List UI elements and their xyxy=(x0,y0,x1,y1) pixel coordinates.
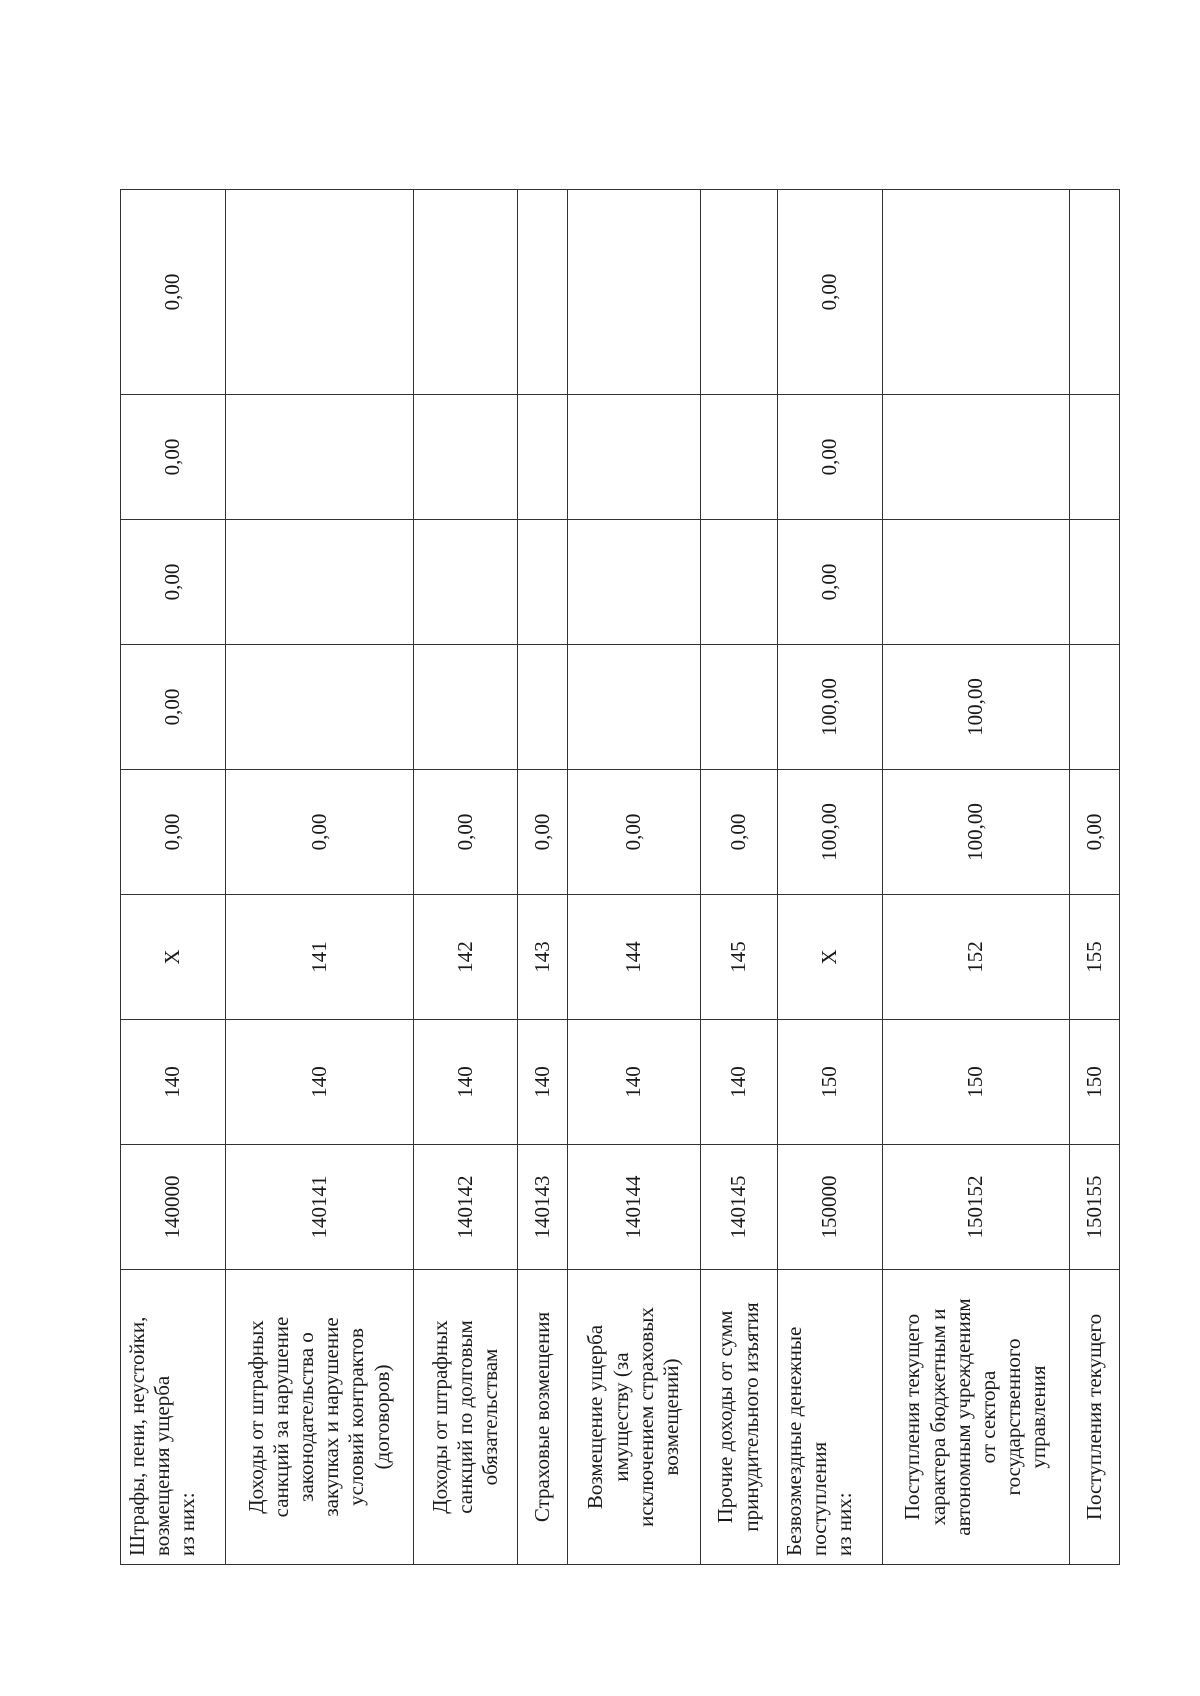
row-code-cell: 140142 xyxy=(413,1145,518,1270)
table-row xyxy=(777,190,882,1565)
row-name-line: поступления xyxy=(806,1441,831,1556)
table-row xyxy=(225,190,413,1565)
row-name-line: закупках и нарушение xyxy=(319,1317,344,1517)
table-row xyxy=(882,190,1070,1565)
table-row xyxy=(1070,190,1120,1565)
kosgu-code-cell: 140 xyxy=(225,1020,413,1145)
row-code-cell: 140145 xyxy=(700,1145,777,1270)
row-name-cell xyxy=(700,1270,777,1565)
row-name-cell xyxy=(777,1270,882,1565)
kosgu-code-cell: 150 xyxy=(882,1020,1070,1145)
row-name-line: Доходы от штрафных xyxy=(427,1320,452,1514)
value-cell-1: 0,00 xyxy=(413,770,518,895)
value-cell-1: 0,00 xyxy=(518,770,568,895)
table-row xyxy=(700,190,777,1565)
value-cell-5: 0,00 xyxy=(777,190,882,395)
kosgu-code-cell: 150 xyxy=(777,1020,882,1145)
value-cell-2: 0,00 xyxy=(121,645,226,770)
value-cell-1: 0,00 xyxy=(225,770,413,895)
row-code-cell: 140143 xyxy=(518,1145,568,1270)
sub-code-cell: 142 xyxy=(413,895,518,1020)
kosgu-code-cell: 140 xyxy=(413,1020,518,1145)
row-name-line: из них: xyxy=(832,1492,857,1556)
row-name-line: из них: xyxy=(175,1492,200,1556)
value-cell-2 xyxy=(518,645,568,770)
value-cell-2 xyxy=(225,645,413,770)
value-cell-2: 100,00 xyxy=(882,645,1070,770)
sub-code-cell: 143 xyxy=(518,895,568,1020)
value-cell-3 xyxy=(700,520,777,645)
row-name-line: (договоров) xyxy=(369,1364,394,1470)
row-code-cell: 140141 xyxy=(225,1145,413,1270)
value-cell-5 xyxy=(700,190,777,395)
value-cell-4 xyxy=(413,395,518,520)
value-cell-4 xyxy=(568,395,700,520)
value-cell-5 xyxy=(225,190,413,395)
value-cell-5 xyxy=(568,190,700,395)
value-cell-3: 0,00 xyxy=(121,520,226,645)
table-row xyxy=(568,190,700,1565)
sub-code-cell: X xyxy=(777,895,882,1020)
row-name-line: имуществу (за xyxy=(608,1352,633,1482)
value-cell-4 xyxy=(225,395,413,520)
row-name-line: характера бюджетным и xyxy=(925,1308,950,1526)
value-cell-3 xyxy=(1070,520,1120,645)
value-cell-4 xyxy=(700,395,777,520)
row-name-line: управления xyxy=(1026,1365,1051,1469)
value-cell-2 xyxy=(700,645,777,770)
row-name-line: Безвозмездные денежные xyxy=(781,1326,806,1556)
value-cell-3 xyxy=(568,520,700,645)
value-cell-4: 0,00 xyxy=(777,395,882,520)
value-cell-4 xyxy=(882,395,1070,520)
row-name-line: Страховые возмещения xyxy=(530,1311,555,1523)
row-name-line: санкций за нарушение xyxy=(268,1316,293,1518)
row-code-cell: 150155 xyxy=(1070,1145,1120,1270)
table-row xyxy=(121,190,226,1565)
value-cell-4: 0,00 xyxy=(121,395,226,520)
value-cell-3 xyxy=(882,520,1070,645)
value-cell-3 xyxy=(225,520,413,645)
table-row xyxy=(413,190,518,1565)
sub-code-cell: 145 xyxy=(700,895,777,1020)
row-code-cell: 150152 xyxy=(882,1145,1070,1270)
kosgu-code-cell: 140 xyxy=(121,1020,226,1145)
row-name-cell xyxy=(568,1270,700,1565)
row-name-cell xyxy=(413,1270,518,1565)
value-cell-5 xyxy=(1070,190,1120,395)
row-name-line: санкций по долговым xyxy=(452,1320,477,1514)
row-name-line: Штрафы, пени, неустойки, xyxy=(125,1316,149,1556)
value-cell-1: 0,00 xyxy=(568,770,700,895)
kosgu-code-cell: 140 xyxy=(568,1020,700,1145)
row-code-cell: 140144 xyxy=(568,1145,700,1270)
row-name-cell xyxy=(1070,1270,1120,1565)
row-name-line: Поступления текущего xyxy=(900,1313,925,1521)
table-row xyxy=(518,190,568,1565)
sub-code-cell: X xyxy=(121,895,226,1020)
value-cell-1: 100,00 xyxy=(882,770,1070,895)
sub-code-cell: 155 xyxy=(1070,895,1120,1020)
row-name-line: возмещений) xyxy=(658,1358,683,1476)
row-name-cell xyxy=(518,1270,568,1565)
value-cell-2 xyxy=(413,645,518,770)
row-name-line: Доходы от штрафных xyxy=(243,1320,268,1514)
value-cell-1: 0,00 xyxy=(1070,770,1120,895)
value-cell-4 xyxy=(1070,395,1120,520)
row-name-line: от сектора xyxy=(975,1370,1000,1464)
value-cell-1: 0,00 xyxy=(121,770,226,895)
sub-code-cell: 141 xyxy=(225,895,413,1020)
row-name-line: Прочие доходы от сумм xyxy=(713,1310,738,1524)
kosgu-code-cell: 150 xyxy=(1070,1020,1120,1145)
value-cell-1: 100,00 xyxy=(777,770,882,895)
row-code-cell: 150000 xyxy=(777,1145,882,1270)
row-name-cell xyxy=(121,1270,226,1565)
value-cell-3 xyxy=(518,520,568,645)
row-name-line: государственного xyxy=(1001,1338,1026,1496)
row-name-cell xyxy=(225,1270,413,1565)
row-name-line: законодательства о xyxy=(294,1332,318,1502)
value-cell-2: 100,00 xyxy=(777,645,882,770)
row-name-line: Поступления текущего xyxy=(1082,1313,1107,1521)
value-cell-3 xyxy=(413,520,518,645)
value-cell-5: 0,00 xyxy=(121,190,226,395)
row-code-cell: 140000 xyxy=(121,1145,226,1270)
row-name-line: исключением страховых xyxy=(633,1307,658,1527)
value-cell-5 xyxy=(882,190,1070,395)
row-name-line: автономным учреждениям xyxy=(950,1298,975,1536)
value-cell-2 xyxy=(1070,645,1120,770)
income-table xyxy=(120,189,1120,1565)
kosgu-code-cell: 140 xyxy=(700,1020,777,1145)
table-body xyxy=(121,190,1120,1565)
kosgu-code-cell: 140 xyxy=(518,1020,568,1145)
row-name-line: условий контрактов xyxy=(344,1328,369,1506)
row-name-line: Возмещение ущерба xyxy=(583,1324,608,1510)
value-cell-4 xyxy=(518,395,568,520)
value-cell-3: 0,00 xyxy=(777,520,882,645)
row-name-line: обязательствам xyxy=(478,1348,503,1486)
rotated-page xyxy=(120,190,1120,1565)
row-name-line: возмещения ущерба xyxy=(150,1375,175,1556)
row-name-line: принудительного изъятия xyxy=(738,1302,763,1532)
table-container xyxy=(120,190,1120,1565)
value-cell-1: 0,00 xyxy=(700,770,777,895)
sub-code-cell: 152 xyxy=(882,895,1070,1020)
value-cell-5 xyxy=(413,190,518,395)
value-cell-2 xyxy=(568,645,700,770)
sub-code-cell: 144 xyxy=(568,895,700,1020)
value-cell-5 xyxy=(518,190,568,395)
row-name-cell xyxy=(882,1270,1070,1565)
